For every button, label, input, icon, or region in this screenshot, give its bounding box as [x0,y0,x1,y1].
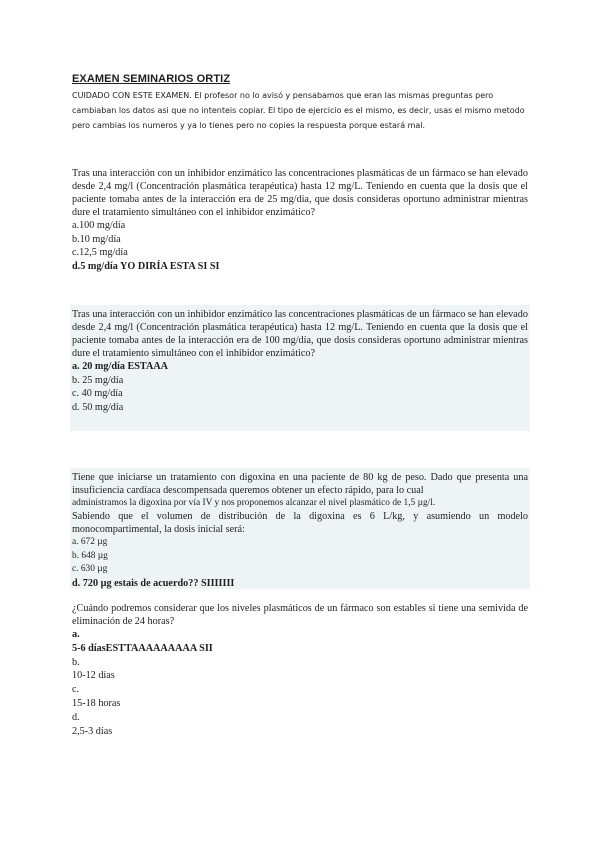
question-4-option-c-text: 15-18 horas [72,697,121,709]
question-3-stem-part3: Sabiendo que el volumen de distribución de la digoxina es 6 L/kg, y asumiendo un modelo monocompartimental, la dosis inicial será: [72,511,528,535]
question-3-option-d: d. 720 µg estais de acuerdo?? SIIIIIII [72,577,235,589]
question-2-stem: Tras una interacción con un inhibidor enzimático las concentraciones plasmáticas de un fármaco se han elevado desde 2,4 mg/l (Concentración plasmática terapéutica) hasta 12 mg/L. Teniendo en cuenta que la dosis que el paciente tomaba antes de la interacción era de 100 mg/día, que dosis consideras oportuno administrar mientras dure el tratamiento simultáneo con el inhibidor enzimático? [72,309,528,359]
question-3-option-c: c. 630 µg [72,564,108,574]
exam-title: EXAMEN SEMINARIOS ORTIZ [72,73,231,85]
question-4-stem: ¿Cuándo podremos considerar que los niveles plasmáticos de un fármaco son estables si tiene una semivida de eliminación de 24 horas? [72,603,528,627]
question-1-option-d: d.5 mg/día YO DIRÍA ESTA SI SI [72,260,220,272]
question-3-option-b: b. 648 µg [72,550,108,561]
question-2 [72,308,528,414]
question-4-option-c-letter: c. [72,684,80,696]
question-2-option-b: b. 25 mg/día [72,374,124,386]
question-4-option-a-text: 5-6 díasESTTAAAAAAAAA SII [72,642,213,654]
question-4-option-b-text: 10-12 días [72,670,115,682]
question-4 [72,602,528,738]
question-4-option-d-text: 2,5-3 días [72,725,113,737]
warning-note: CUIDADO CON ESTE EXAMEN. El profesor no lo avisó y pensabamos que eran las mismas preguntas pero cambiaban los datos asi que no intenteis copiar. El tipo de ejercicio es el mismo, es decir, usas el mismo metodo pero cambias los numeros y ya lo tienes pero no copies la respuesta porque estará mal. [72,91,525,130]
question-4-option-a-letter: a. [72,629,80,640]
question-2-option-d: d. 50 mg/día [72,401,124,413]
question-3-option-a: a. 672 µg [72,537,108,547]
question-3-stem-part1: Tiene que iniciarse un tratamiento con digoxina en una paciente de 80 kg de peso. Dado que presenta una insuficiencia cardíaca descompensada queremos obtener un efecto rápido, para lo cual [72,472,528,496]
question-4-option-d-letter: d. [72,711,80,723]
question-3 [72,471,528,590]
question-1-option-a: a.100 mg/día [72,220,126,231]
question-2-option-c: c. 40 mg/día [72,388,123,399]
question-1 [72,167,528,273]
question-1-option-b: b.10 mg/día [72,233,121,245]
question-1-stem: Tras una interacción con un inhibidor enzimático las concentraciones plasmáticas de un fármaco se han elevado desde 2,4 mg/l (Concentración plasmática terapéutica) hasta 12 mg/L. Teniendo en cuenta que la dosis que el paciente tomaba antes de la interacción era de 25 mg/día, que dosis consideras oportuno administrar mientras dure el tratamiento simultáneo con el inhibidor enzimático? [72,168,528,218]
question-4-option-b-letter: b. [72,656,80,668]
question-1-option-c: c.12,5 mg/día [72,247,128,258]
question-2-option-a: a. 20 mg/día ESTAAA [72,361,169,372]
question-3-stem-part2: administramos la digoxina por vía IV y nos proponemos alcanzar el nivel plasmático de 1,5 µg/l. [72,498,436,508]
